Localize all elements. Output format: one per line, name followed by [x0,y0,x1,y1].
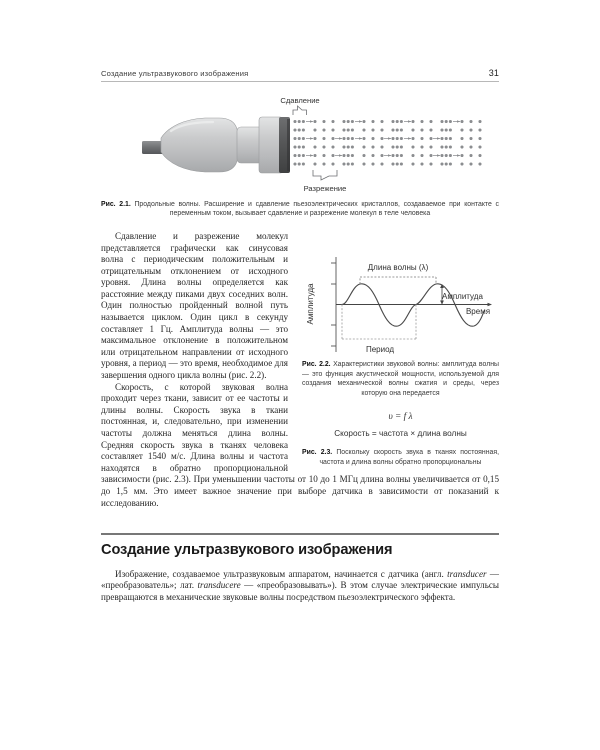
figure-2-2-caption-number: Рис. 2.2. [302,360,331,368]
running-header [101,0,499,81]
section-divider [101,533,499,534]
figure-2-2-caption [302,360,499,399]
svg-text:Время: Время [465,306,491,316]
section-heading: Создание ультразвукового изображения [101,541,393,558]
body-paragraph-2: Скорость, с которой звуковая волна проходит через ткани, зависит от ее частоты и длины волны. Скорость звука в ткани постоянная, и, следовательно, при изменении частоты должна меняться длина волны. Средняя скорость звука в тканях человека составляет 1540 м/с. Длина волны и частота находятся в обратно пропорциональной зависимости (рис. 2.3). При уменьшении частоты от 10 до 1 МГц длина волны увеличивается от 0,15 до 1,5 мм. Это имеет важное значение при выборе датчика в зависимости от показаний к исследованию. [101,381,499,508]
svg-text:Сдавление: Сдавление [280,95,320,105]
section-paragraph-part-1: Изображение, создаваемое ультразвуковым аппаратом, начинается с датчика (англ. [115,568,448,579]
svg-text:Амплитуда: Амплитуда [306,283,315,325]
svg-text:Период: Период [365,344,395,354]
figure-2-2-chart [302,253,499,356]
section-paragraph [101,569,499,604]
section-paragraph-part-2: — «преобразователь»; лат. [101,568,499,591]
svg-text:Длина волны (λ): Длина волны (λ) [367,262,429,272]
figure-2-1-illustration [101,93,499,197]
figure-2-3-formula: υ = f λ [388,411,413,422]
figure-2-2-block [302,253,499,467]
figure-2-3-formula-words: Скорость = частота × длина волны [334,429,467,439]
page-content [101,0,499,603]
figure-2-3-caption-number: Рис. 2.3. [302,448,333,456]
figure-2-1-caption [101,200,499,219]
body-column-region [101,231,499,509]
svg-text:Разрежение: Разрежение [303,183,347,193]
header-divider [101,81,499,82]
page-number: 31 [488,68,499,78]
running-head-title: Создание ультразвукового изображения [101,69,249,78]
term-transducer-en: transducer [447,568,487,579]
figure-2-3-caption [302,448,499,467]
figure-2-1-caption-number: Рис. 2.1. [101,200,131,208]
svg-text:Амплитуда: Амплитуда [442,291,483,301]
term-transducere-la: transducere [197,580,241,591]
figure-2-3-caption-text: Поскольку скорость звука в тканях постоянная, частота и длина волны обратно пропорциональны [319,448,499,466]
body-paragraph-1: Сдавление и разрежение молекул представляется графически как синусовая волна с периодическим положительным и отрицательным отклонением от исходного уровня. Длина волны определяется как расстояние между пиками двух соседних волн. Один полностью пройденный волной путь называется циклом. Один цикл в секунду составляет 1 Гц. Амплитуда волны — это максимальное отклонение в положительном или отрицательном направлении от исходного уровня, а период — это время, необходимое для завершения одного цикла волны (рис. 2.2). [101,230,288,381]
section-paragraph-part-3: — «преобразовывать»). В этом случае электрические импульсы превращаются в механические звуковые волны посредством пьезоэлектрического эффекта. [101,580,499,602]
figure-2-2-caption-text: Характеристики звуковой волны: амплитуда волны — это функция акустической мощности, используемой для создания механической волны сжатия и среды, через которую она передается [302,360,499,398]
figure-2-1-caption-text: Продольные волны. Расширение и сдавление пьезоэлектрических кристаллов, создаваемое при контакте с переменным током, вызывает сдавление и разрежение молекул в теле человека [130,200,499,218]
